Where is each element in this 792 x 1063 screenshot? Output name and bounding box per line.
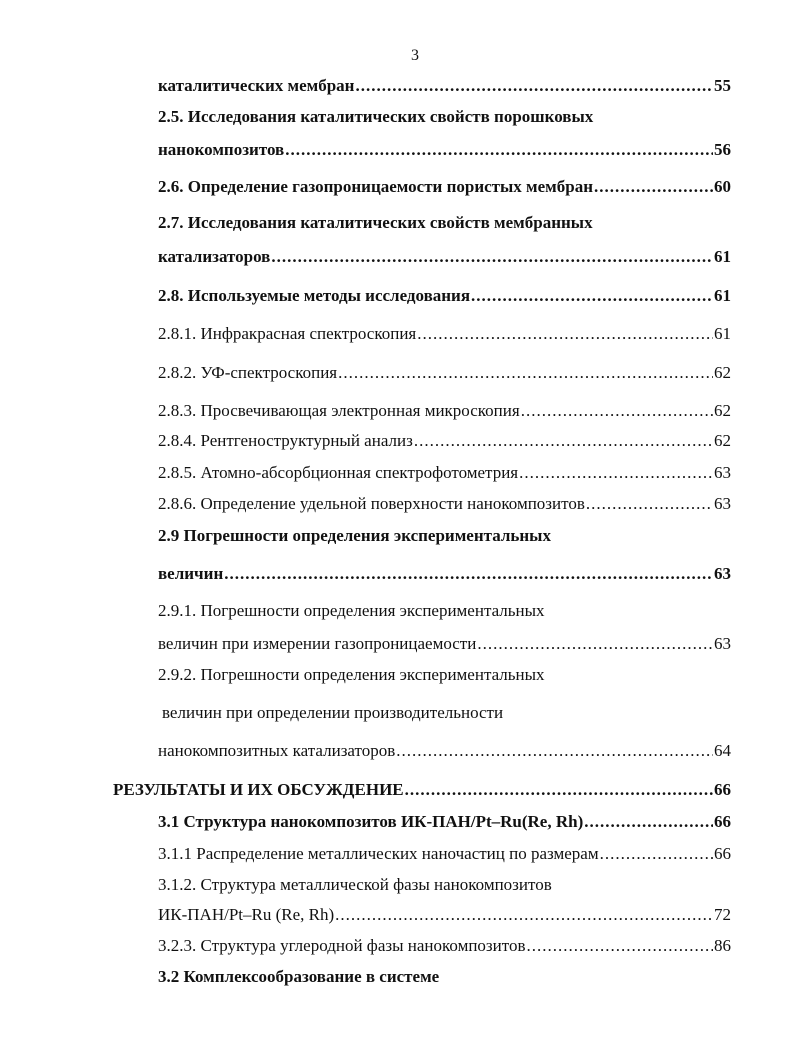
toc-entry-page: 62	[714, 401, 731, 420]
toc-entry-text: 2.6. Определение газопроницаемости пористых мембран	[158, 177, 594, 196]
toc-entry	[158, 76, 731, 96]
toc-leader	[471, 286, 713, 306]
toc-leader	[519, 463, 713, 483]
toc-entry-text: 2.8.6. Определение удельной поверхности нанокомпозитов	[158, 494, 585, 513]
toc-entry	[158, 401, 731, 421]
toc-entry-page: 64	[714, 741, 731, 760]
toc-entry-text: 2.7. Исследования каталитических свойств мембранных	[158, 213, 593, 232]
toc-entry	[113, 780, 731, 800]
toc-entry-page: 66	[714, 780, 731, 799]
toc-entry-page: 61	[714, 286, 731, 305]
toc-leader	[414, 431, 713, 451]
toc-entry	[158, 844, 731, 864]
toc-leader	[600, 844, 713, 864]
toc-entry-text: 2.8.4. Рентгеноструктурный анализ	[158, 431, 413, 450]
toc-entry-page: 62	[714, 431, 731, 450]
toc-entry-page: 63	[714, 494, 731, 513]
toc-entry	[158, 905, 731, 925]
toc-entry-text: 3.2 Комплексообразование в системе	[158, 967, 440, 986]
toc-entry-text: 3.2.3. Структура углеродной фазы нанокомпозитов	[158, 936, 526, 955]
toc-entry-text: 2.5. Исследования каталитических свойств порошковых	[158, 107, 594, 126]
toc-entry-text: 3.1.1 Распределение металлических наночастиц по размерам	[158, 844, 599, 863]
toc-entry-text: 3.1 Структура нанокомпозитов ИК-ПАН/Pt–Ru(Re, Rh)	[158, 812, 584, 831]
toc-leader	[526, 936, 713, 956]
toc-entry	[158, 463, 731, 483]
toc-entry-page: 63	[714, 463, 731, 482]
toc-entry	[158, 177, 731, 197]
toc-entry	[158, 812, 731, 832]
toc-entry-page: 63	[714, 564, 731, 583]
toc-leader	[405, 780, 713, 800]
toc-entry	[158, 634, 731, 654]
toc-entry-text: катализаторов	[158, 247, 271, 266]
toc-entry-text: ИК-ПАН/Pt–Ru (Re, Rh)	[158, 905, 335, 924]
toc-entry-page: 62	[714, 363, 731, 382]
toc-entry-text: величин при определении производительности	[162, 703, 504, 722]
toc-entry-text: РЕЗУЛЬТАТЫ И ИХ ОБСУЖДЕНИЕ	[113, 780, 404, 799]
toc-leader	[338, 363, 713, 383]
toc-leader	[224, 564, 713, 584]
toc-entry	[158, 363, 731, 383]
toc-leader	[477, 634, 713, 654]
toc-entry	[158, 936, 731, 956]
toc-entry-page: 61	[714, 324, 731, 343]
toc-leader	[521, 401, 713, 421]
toc-leader	[355, 76, 713, 96]
toc-entry-page: 72	[714, 905, 731, 924]
toc-entry-text: 2.8.3. Просвечивающая электронная микроскопия	[158, 401, 520, 420]
toc-leader	[417, 324, 713, 344]
toc-entry-text: величин	[158, 564, 224, 583]
toc-entry	[158, 431, 731, 451]
toc-entry-page: 55	[714, 76, 731, 95]
toc-entry	[158, 564, 731, 584]
toc-entry-text: 2.9 Погрешности определения экспериментальных	[158, 526, 551, 545]
toc-leader	[396, 741, 713, 761]
toc-entry-text: 2.8.1. Инфракрасная спектроскопия	[158, 324, 417, 343]
toc-entry-text: 2.8. Используемые методы исследования	[158, 286, 471, 305]
toc-entry-page: 63	[714, 634, 731, 653]
toc-entry-page: 66	[714, 844, 731, 863]
toc-entry-page: 56	[714, 140, 731, 159]
toc-entry-page: 61	[714, 247, 731, 266]
toc-entry-text: 2.8.5. Атомно-абсорбционная спектрофотометрия	[158, 463, 519, 482]
toc-entry-text: 2.9.2. Погрешности определения экспериментальных	[158, 665, 545, 684]
page-number: 3	[411, 47, 419, 64]
toc-entry-text: каталитических мембран	[158, 76, 355, 95]
toc-entry	[158, 494, 731, 514]
toc-entry-page: 86	[714, 936, 731, 955]
toc-entry	[158, 140, 731, 160]
toc-entry	[158, 286, 731, 306]
toc-entry-page: 60	[714, 177, 731, 196]
toc-leader	[335, 905, 713, 925]
toc-entry	[158, 247, 731, 267]
toc-leader	[586, 494, 713, 514]
toc-entry-text: 2.8.2. УФ-спектроскопия	[158, 363, 338, 382]
toc-entry	[158, 324, 731, 344]
toc-entry-text: нанокомпозитов	[158, 140, 285, 159]
toc-entry-text: 2.9.1. Погрешности определения экспериментальных	[158, 601, 545, 620]
toc-entry-text: нанокомпозитных катализаторов	[158, 741, 396, 760]
toc-entry	[158, 741, 731, 761]
toc-leader	[285, 140, 713, 160]
toc-leader	[594, 177, 713, 197]
toc-leader	[584, 812, 713, 832]
toc-entry-text: величин при измерении газопроницаемости	[158, 634, 477, 653]
toc-leader	[271, 247, 713, 267]
toc-entry-text: 3.1.2. Структура металлической фазы нанокомпозитов	[158, 875, 552, 894]
toc-entry-page: 66	[714, 812, 731, 831]
